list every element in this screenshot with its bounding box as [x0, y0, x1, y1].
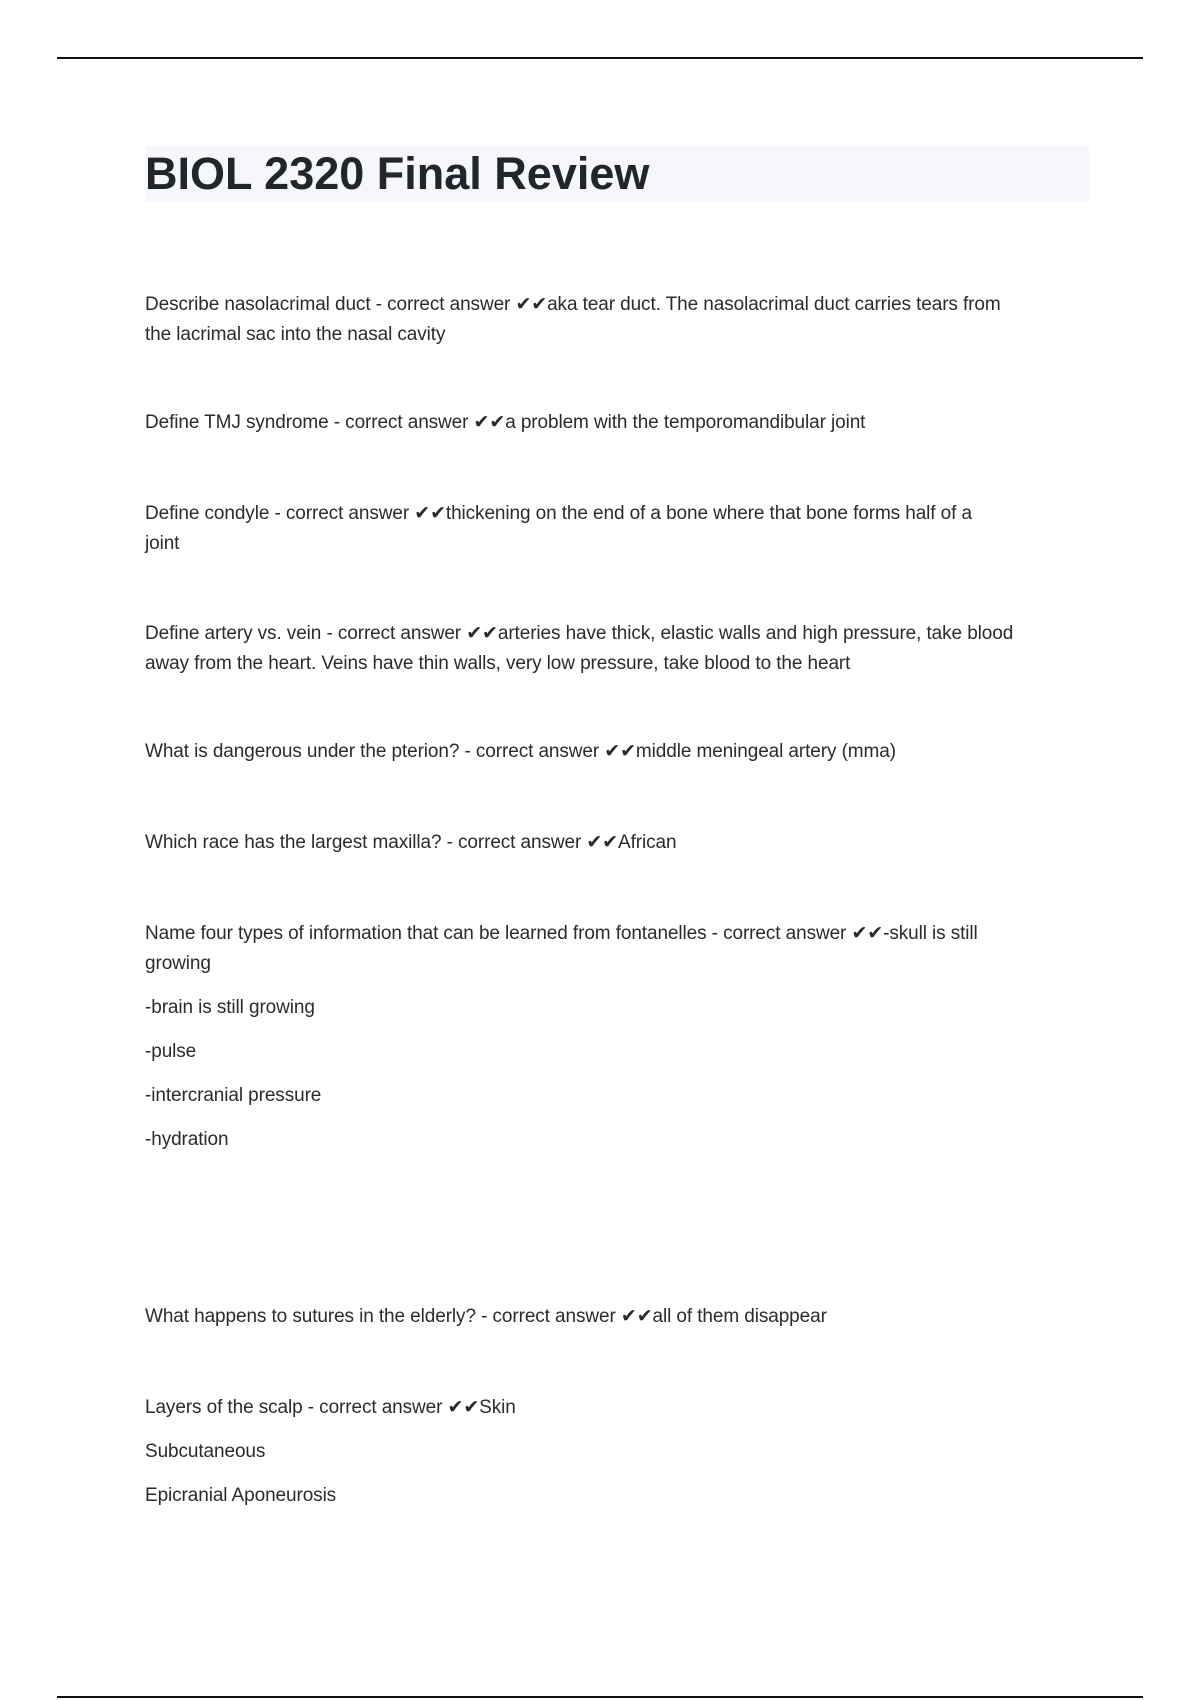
qa-line: Layers of the scalp - correct answer ✔✔Skin: [145, 1397, 516, 1418]
qa-extra-line: Subcutaneous: [145, 1441, 266, 1462]
qa-extra-line: Epicranial Aponeurosis: [145, 1485, 337, 1506]
qa-line: Define artery vs. vein - correct answer ✔✔arteries have thick, elastic walls and high pressure, take blood: [145, 623, 1014, 644]
qa-item-maxilla: [145, 828, 676, 858]
qa-line: Describe nasolacrimal duct - correct answer ✔✔aka tear duct. The nasolacrimal duct carries tears from: [145, 294, 1001, 315]
qa-item-sutures-elderly: [145, 1302, 827, 1332]
qa-item-artery-vs-vein: [145, 619, 1013, 679]
qa-item-fontanelles: [145, 919, 978, 1155]
bottom-rule: [57, 1696, 1143, 1698]
qa-extra-line: -intercranial pressure: [145, 1085, 322, 1106]
top-rule: [57, 57, 1143, 59]
qa-extra-line: -pulse: [145, 1041, 197, 1062]
qa-item-nasolacrimal-duct: [145, 290, 1001, 350]
qa-line: joint: [145, 533, 180, 554]
qa-item-tmj-syndrome: [145, 408, 865, 438]
qa-line: Define condyle - correct answer ✔✔thickening on the end of a bone where that bone forms half of a: [145, 503, 972, 524]
qa-extra-line: -brain is still growing: [145, 997, 315, 1018]
qa-line: Name four types of information that can be learned from fontanelles - correct answer ✔✔-skull is still: [145, 923, 978, 944]
title-banner: [145, 146, 1089, 202]
qa-item-condyle: [145, 499, 972, 559]
qa-item-pterion: [145, 737, 896, 767]
qa-line: the lacrimal sac into the nasal cavity: [145, 324, 446, 345]
qa-line: Define TMJ syndrome - correct answer ✔✔a problem with the temporomandibular joint: [145, 412, 866, 433]
qa-extra-line: -hydration: [145, 1129, 229, 1150]
qa-line: Which race has the largest maxilla? - correct answer ✔✔African: [145, 832, 677, 853]
qa-item-scalp-layers: [145, 1393, 516, 1511]
qa-line: What happens to sutures in the elderly? - correct answer ✔✔all of them disappear: [145, 1306, 827, 1327]
qa-line: What is dangerous under the pterion? - correct answer ✔✔middle meningeal artery (mma): [145, 741, 896, 762]
qa-line: away from the heart. Veins have thin walls, very low pressure, take blood to the heart: [145, 653, 851, 674]
document-title: BIOL 2320 Final Review: [145, 148, 650, 199]
qa-line: growing: [145, 953, 211, 974]
